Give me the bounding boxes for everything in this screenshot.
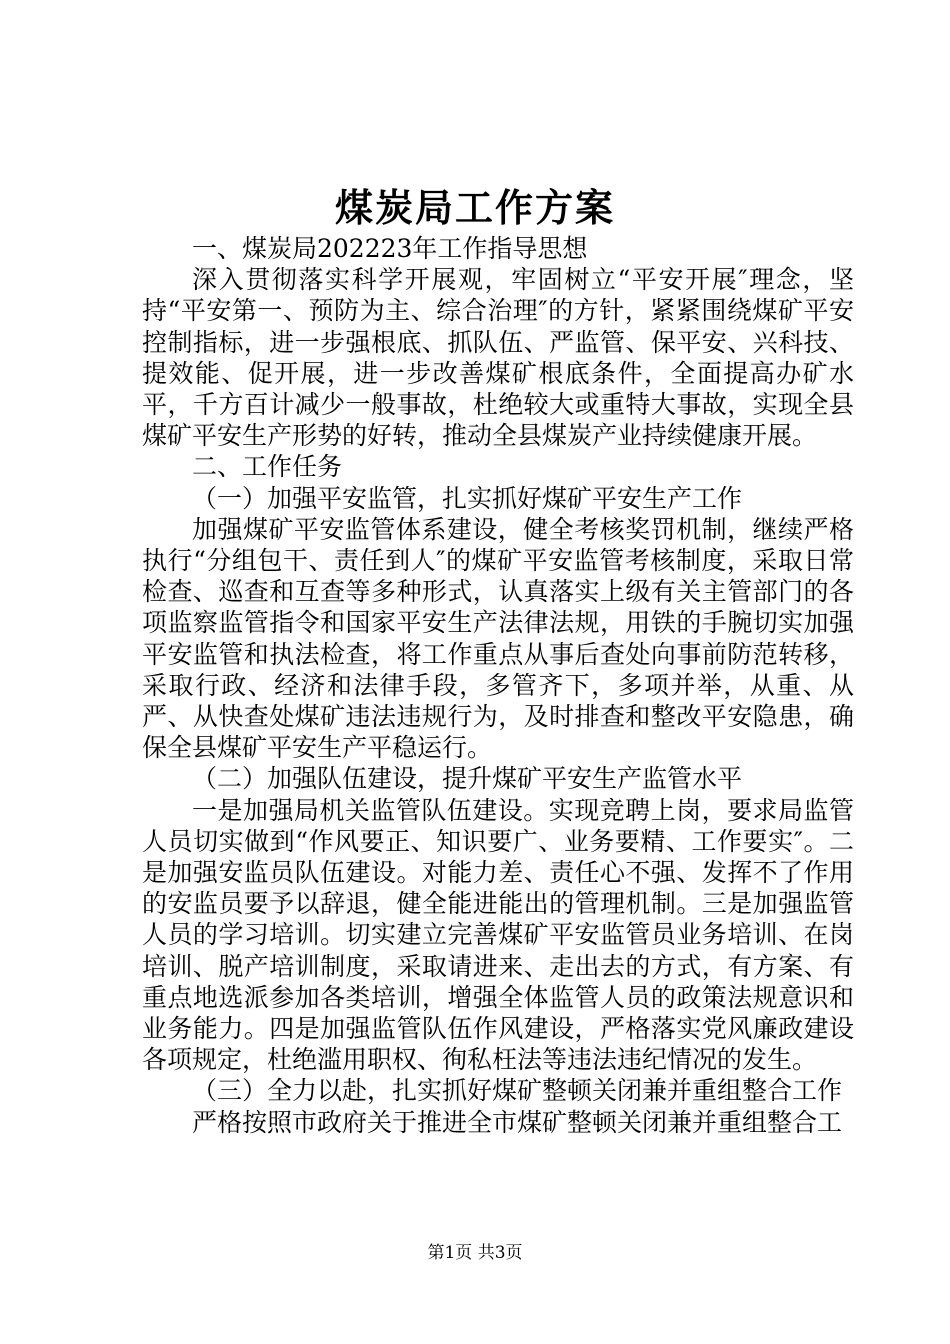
section-heading: 一、煤炭局202223年工作指导思想 bbox=[192, 234, 588, 263]
body-paragraph: 加强煤矿平安监管体系建设，健全考核奖罚机制，继续严格执行“分组包干、责任到人″的煤矿平安监管考核制度，采取日常检查、巡查和互查等多种形式，认真落实上级有关主管部门的各项监察监管指令和国家平安生产法律法规，用铁的手腕切实加强平安监管和执法检查，将工作重点从事后查处向事前防范转移，采取行政、经济和法律手段，多管齐下，多项并举，从重、从严、从快查处煤矿违法违规行为，及时排查和整改平安隐患，确保全县煤矿平安生产平稳运行。 bbox=[142, 514, 854, 763]
document-body bbox=[142, 233, 854, 1138]
subsection-heading: （一）加强平安监管，扎实抓好煤矿平安生产工作 bbox=[192, 483, 743, 513]
section-heading: 二、工作任务 bbox=[192, 452, 343, 482]
body-paragraph: 一是加强局机关监管队伍建设。实现竞聘上岗，要求局监管人员切实做到“作风要正、知识要广、业务要精、工作要实″。二是加强安监员队伍建设。对能力差、责任心不强、发挥不了作用的安监员要予以辞退，健全能进能出的管理机制。三是加强监管人员的学习培训。切实建立完善煤矿平安监管员业务培训、在岗培训、脱产培训制度，采取请进来、走出去的方式，有方案、有重点地选派参加各类培训，增强全体监管人员的政策法规意识和业务能力。四是加强监管队伍作风建设，严格落实党风廉政建设各项规定，杜绝滥用职权、徇私枉法等违法违纪情况的发生。 bbox=[142, 795, 854, 1075]
subsection-heading: （二）加强队伍建设，提升煤矿平安生产监管水平 bbox=[192, 764, 743, 794]
document-title: 煤炭局工作方案 bbox=[334, 185, 615, 230]
body-paragraph: 深入贯彻落实科学开展观，牢固树立“平安开展″理念，坚持“平安第一、预防为主、综合治理″的方针，紧紧围绕煤矿平安控制指标，进一步强根底、抓队伍、严监管、保平安、兴科技、提效能、促开展，进一步改善煤矿根底条件，全面提高办矿水平，千方百计减少一般事故，杜绝较大或重特大事故，实现全县煤矿平安生产形势的好转，推动全县煤炭产业持续健康开展。 bbox=[142, 265, 854, 451]
page-number-footer: 第1页 共3页 bbox=[427, 1243, 523, 1263]
subsection-heading: （三）全力以赴，扎实抓好煤矿整顿关闭兼并重组整合工作 bbox=[192, 1076, 843, 1106]
body-paragraph: 严格按照市政府关于推进全市煤矿整顿关闭兼并重组整合工 bbox=[192, 1107, 843, 1137]
